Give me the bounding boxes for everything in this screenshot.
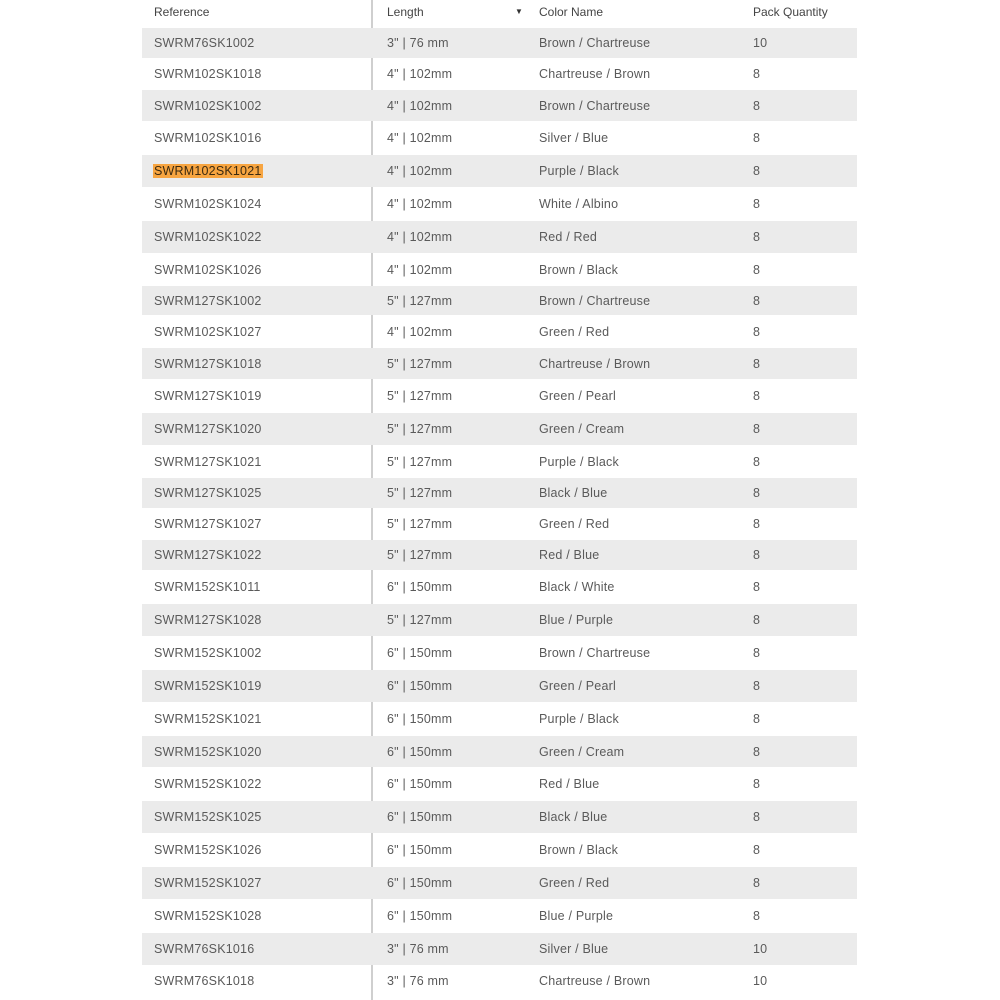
cell-length: 6" | 150mm bbox=[387, 810, 453, 824]
column-header-color-name[interactable]: Color Name bbox=[539, 5, 604, 19]
cell-pack-quantity: 8 bbox=[753, 486, 761, 500]
table-row[interactable] bbox=[142, 316, 857, 347]
cell-reference: SWRM127SK1028 bbox=[154, 613, 262, 627]
cell-color-name: Purple / Black bbox=[539, 454, 619, 469]
table-row[interactable] bbox=[142, 571, 857, 603]
cell-color-name: Green / Red bbox=[539, 876, 610, 890]
cell-pack-quantity: 8 bbox=[753, 389, 761, 403]
cell-length: 6" | 150mm bbox=[387, 777, 453, 791]
table-row[interactable] bbox=[142, 604, 857, 636]
cell-reference: SWRM76SK1018 bbox=[154, 974, 255, 988]
cell-reference: SWRM127SK1025 bbox=[154, 486, 262, 500]
cell-reference: SWRM152SK1021 bbox=[154, 712, 262, 726]
cell-pack-quantity: 8 bbox=[753, 262, 761, 277]
cell-pack-quantity: 8 bbox=[753, 66, 761, 81]
cell-pack-quantity: 8 bbox=[753, 98, 761, 113]
cell-length: 5" | 127mm bbox=[387, 356, 453, 371]
table-row[interactable] bbox=[142, 28, 857, 58]
cell-length: 4" | 102mm bbox=[387, 164, 453, 178]
cell-reference: SWRM152SK1011 bbox=[154, 580, 261, 594]
cell-color-name: Blue / Purple bbox=[539, 909, 614, 923]
cell-reference: SWRM102SK1018 bbox=[154, 66, 262, 81]
cell-reference: SWRM76SK1002 bbox=[154, 36, 255, 50]
cell-pack-quantity: 8 bbox=[753, 197, 761, 211]
cell-color-name: Chartreuse / Brown bbox=[539, 974, 651, 988]
table-row[interactable] bbox=[142, 446, 857, 477]
table-row[interactable] bbox=[142, 58, 857, 89]
cell-reference: SWRM152SK1020 bbox=[154, 744, 262, 759]
cell-length: 5" | 127mm bbox=[387, 293, 453, 308]
cell-pack-quantity: 8 bbox=[753, 712, 761, 726]
cell-length: 3" | 76 mm bbox=[387, 942, 449, 956]
table-row[interactable] bbox=[142, 509, 857, 539]
cell-color-name: Blue / Purple bbox=[539, 613, 614, 627]
cell-pack-quantity: 8 bbox=[753, 646, 761, 660]
column-header-reference[interactable]: Reference bbox=[154, 5, 210, 19]
cell-length: 6" | 150mm bbox=[387, 876, 453, 890]
table-row[interactable] bbox=[142, 348, 857, 379]
cell-color-name: Green / Pearl bbox=[539, 679, 616, 693]
table-row[interactable] bbox=[142, 900, 857, 932]
cell-length: 6" | 150mm bbox=[387, 843, 453, 857]
cell-color-name: Green / Pearl bbox=[539, 389, 616, 403]
cell-color-name: Red / Blue bbox=[539, 548, 600, 562]
table-row[interactable] bbox=[142, 122, 857, 154]
cell-color-name: Purple / Black bbox=[539, 164, 619, 178]
cell-color-name: Red / Blue bbox=[539, 777, 600, 791]
cell-color-name: Silver / Blue bbox=[539, 942, 609, 956]
cell-color-name: Black / Blue bbox=[539, 810, 608, 824]
cell-color-name: Brown / Chartreuse bbox=[539, 293, 651, 308]
cell-pack-quantity: 8 bbox=[753, 679, 761, 693]
table-row[interactable] bbox=[142, 478, 857, 508]
cell-color-name: Black / Blue bbox=[539, 486, 608, 500]
cell-reference: SWRM127SK1027 bbox=[154, 517, 262, 531]
cell-reference: SWRM102SK1002 bbox=[154, 98, 262, 113]
cell-pack-quantity: 8 bbox=[753, 580, 761, 594]
cell-length: 3" | 76 mm bbox=[387, 974, 449, 988]
cell-length: 4" | 102mm bbox=[387, 131, 453, 145]
cell-reference: SWRM152SK1026 bbox=[154, 843, 262, 857]
cell-pack-quantity: 8 bbox=[753, 744, 761, 759]
cell-color-name: Brown / Black bbox=[539, 843, 619, 857]
cell-reference: SWRM152SK1002 bbox=[154, 646, 262, 660]
cell-color-name: Green / Cream bbox=[539, 744, 625, 759]
cell-length: 5" | 127mm bbox=[387, 548, 453, 562]
cell-length: 6" | 150mm bbox=[387, 744, 453, 759]
cell-pack-quantity: 8 bbox=[753, 810, 761, 824]
cell-reference: SWRM76SK1016 bbox=[154, 942, 255, 956]
cell-reference: SWRM127SK1022 bbox=[154, 548, 262, 562]
table-header bbox=[142, 0, 857, 26]
cell-reference: SWRM127SK1019 bbox=[154, 389, 262, 403]
cell-length: 5" | 127mm bbox=[387, 613, 453, 627]
cell-reference: SWRM127SK1021 bbox=[154, 454, 262, 469]
table-row[interactable] bbox=[142, 254, 857, 285]
cell-length: 4" | 102mm bbox=[387, 230, 453, 244]
cell-color-name: Brown / Chartreuse bbox=[539, 36, 651, 50]
cell-color-name: Green / Red bbox=[539, 517, 610, 531]
table-row[interactable] bbox=[142, 221, 857, 253]
cell-length: 4" | 102mm bbox=[387, 66, 453, 81]
cell-reference: SWRM102SK1027 bbox=[154, 324, 262, 339]
table-row[interactable] bbox=[142, 286, 857, 315]
cell-pack-quantity: 8 bbox=[753, 293, 761, 308]
cell-length: 4" | 102mm bbox=[387, 98, 453, 113]
cell-length: 5" | 127mm bbox=[387, 486, 453, 500]
cell-color-name: Silver / Blue bbox=[539, 131, 609, 145]
cell-pack-quantity: 8 bbox=[753, 454, 761, 469]
cell-reference: SWRM152SK1027 bbox=[154, 876, 262, 890]
cell-length: 6" | 150mm bbox=[387, 679, 453, 693]
cell-pack-quantity: 8 bbox=[753, 356, 761, 371]
sort-descending-icon[interactable]: ▼ bbox=[515, 7, 523, 16]
cell-reference: SWRM102SK1021 bbox=[154, 164, 262, 178]
cell-color-name: White / Albino bbox=[539, 197, 619, 211]
table-row[interactable] bbox=[142, 768, 857, 800]
product-table bbox=[142, 0, 857, 1000]
cell-pack-quantity: 8 bbox=[753, 517, 761, 531]
cell-color-name: Green / Red bbox=[539, 324, 610, 339]
table-row[interactable] bbox=[142, 933, 857, 965]
cell-color-name: Brown / Black bbox=[539, 262, 619, 277]
table-row[interactable] bbox=[142, 834, 857, 866]
cell-length: 5" | 127mm bbox=[387, 454, 453, 469]
table-row[interactable] bbox=[142, 670, 857, 702]
cell-length: 6" | 150mm bbox=[387, 712, 453, 726]
cell-length: 5" | 127mm bbox=[387, 422, 453, 436]
cell-reference: SWRM102SK1026 bbox=[154, 262, 262, 277]
cell-color-name: Black / White bbox=[539, 580, 615, 594]
cell-reference: SWRM152SK1025 bbox=[154, 810, 262, 824]
cell-reference: SWRM102SK1022 bbox=[154, 230, 262, 244]
cell-color-name: Purple / Black bbox=[539, 712, 619, 726]
cell-reference: SWRM152SK1028 bbox=[154, 909, 262, 923]
cell-color-name: Brown / Chartreuse bbox=[539, 646, 651, 660]
cell-length: 5" | 127mm bbox=[387, 517, 453, 531]
cell-length: 6" | 150mm bbox=[387, 580, 453, 594]
cell-pack-quantity: 8 bbox=[753, 777, 761, 791]
table-row[interactable] bbox=[142, 736, 857, 767]
cell-length: 4" | 102mm bbox=[387, 197, 453, 211]
table-row[interactable] bbox=[142, 188, 857, 220]
table-row[interactable] bbox=[142, 801, 857, 833]
table-row[interactable] bbox=[142, 703, 857, 735]
cell-pack-quantity: 10 bbox=[753, 36, 768, 50]
cell-reference: SWRM102SK1016 bbox=[154, 131, 262, 145]
table-row[interactable] bbox=[142, 540, 857, 570]
column-header-length[interactable]: Length bbox=[387, 5, 424, 19]
cell-reference: SWRM127SK1018 bbox=[154, 356, 262, 371]
cell-length: 6" | 150mm bbox=[387, 909, 453, 923]
cell-reference: SWRM127SK1002 bbox=[154, 293, 262, 308]
cell-reference: SWRM127SK1020 bbox=[154, 422, 262, 436]
cell-length: 4" | 102mm bbox=[387, 262, 453, 277]
cell-pack-quantity: 8 bbox=[753, 324, 761, 339]
cell-length: 3" | 76 mm bbox=[387, 36, 449, 50]
table-row[interactable] bbox=[142, 155, 857, 187]
cell-pack-quantity: 8 bbox=[753, 230, 761, 244]
cell-color-name: Brown / Chartreuse bbox=[539, 98, 651, 113]
cell-pack-quantity: 8 bbox=[753, 613, 761, 627]
table-row[interactable] bbox=[142, 90, 857, 121]
cell-pack-quantity: 10 bbox=[753, 974, 768, 988]
cell-pack-quantity: 8 bbox=[753, 131, 761, 145]
cell-pack-quantity: 8 bbox=[753, 422, 761, 436]
table-row[interactable] bbox=[142, 966, 857, 996]
table-row[interactable] bbox=[142, 637, 857, 669]
cell-pack-quantity: 10 bbox=[753, 942, 768, 956]
table-row[interactable] bbox=[142, 380, 857, 412]
cell-reference: SWRM152SK1022 bbox=[154, 777, 262, 791]
cell-pack-quantity: 8 bbox=[753, 843, 761, 857]
cell-length: 6" | 150mm bbox=[387, 646, 453, 660]
cell-length: 4" | 102mm bbox=[387, 324, 453, 339]
cell-reference: SWRM102SK1024 bbox=[154, 197, 262, 211]
cell-pack-quantity: 8 bbox=[753, 164, 761, 178]
cell-pack-quantity: 8 bbox=[753, 548, 761, 562]
table-row[interactable] bbox=[142, 867, 857, 899]
cell-reference: SWRM152SK1019 bbox=[154, 679, 262, 693]
cell-color-name: Red / Red bbox=[539, 230, 598, 244]
cell-color-name: Chartreuse / Brown bbox=[539, 66, 651, 81]
cell-pack-quantity: 8 bbox=[753, 876, 761, 890]
cell-length: 5" | 127mm bbox=[387, 389, 453, 403]
cell-color-name: Chartreuse / Brown bbox=[539, 356, 651, 371]
cell-color-name: Green / Cream bbox=[539, 422, 625, 436]
column-header-pack-quantity[interactable]: Pack Quantity bbox=[753, 5, 828, 19]
cell-pack-quantity: 8 bbox=[753, 909, 761, 923]
table-row[interactable] bbox=[142, 413, 857, 445]
